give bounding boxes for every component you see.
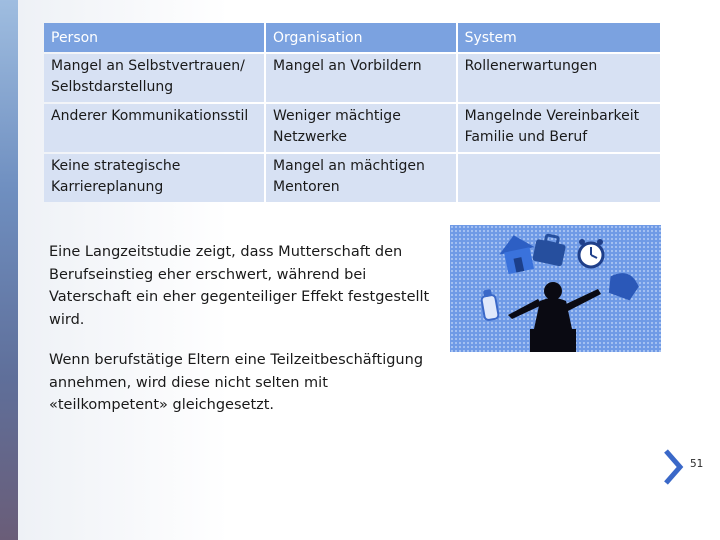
table-cell — [458, 154, 660, 202]
chevron-right-icon[interactable] — [660, 448, 686, 486]
table-cell: Rollenerwartungen — [458, 54, 660, 102]
table-cell: Keine strategische Karriereplanung — [44, 154, 264, 202]
header-system: System — [458, 23, 660, 52]
table-cell: Mangel an Selbstvertrauen/ Selbstdarstellung — [44, 54, 264, 102]
table-cell: Mangel an Vorbildern — [266, 54, 456, 102]
page-number: 51 — [690, 458, 704, 470]
header-person: Person — [44, 23, 264, 52]
juggling-person-illustration — [450, 225, 661, 352]
table-cell: Anderer Kommunikationsstil — [44, 104, 264, 152]
left-decor-band — [0, 0, 18, 540]
header-organisation: Organisation — [266, 23, 456, 52]
table-cell: Weniger mächtige Netzwerke — [266, 104, 456, 152]
part-time-paragraph: Wenn berufstätige Eltern eine Teilzeitbeschäftigung annehmen, wird diese nicht selten mit «teilkompetent» gleichgesetzt. — [49, 352, 424, 413]
study-paragraph: Eine Langzeitstudie zeigt, dass Mutterschaft den Berufseinstieg eher erschwert, während bei Vaterschaft ein eher gegenteiliger Effekt festgestellt wird. — [49, 244, 430, 328]
barriers-table — [42, 21, 662, 204]
alarm-clock-icon — [579, 239, 603, 267]
table-cell: Mangelnde Vereinbarkeit Familie und Beruf — [458, 104, 660, 152]
table-cell: Mangel an mächtigen Mentoren — [266, 154, 456, 202]
table-header-row — [44, 23, 660, 52]
table-row — [44, 104, 660, 152]
table-row — [44, 154, 660, 202]
table-row — [44, 54, 660, 102]
